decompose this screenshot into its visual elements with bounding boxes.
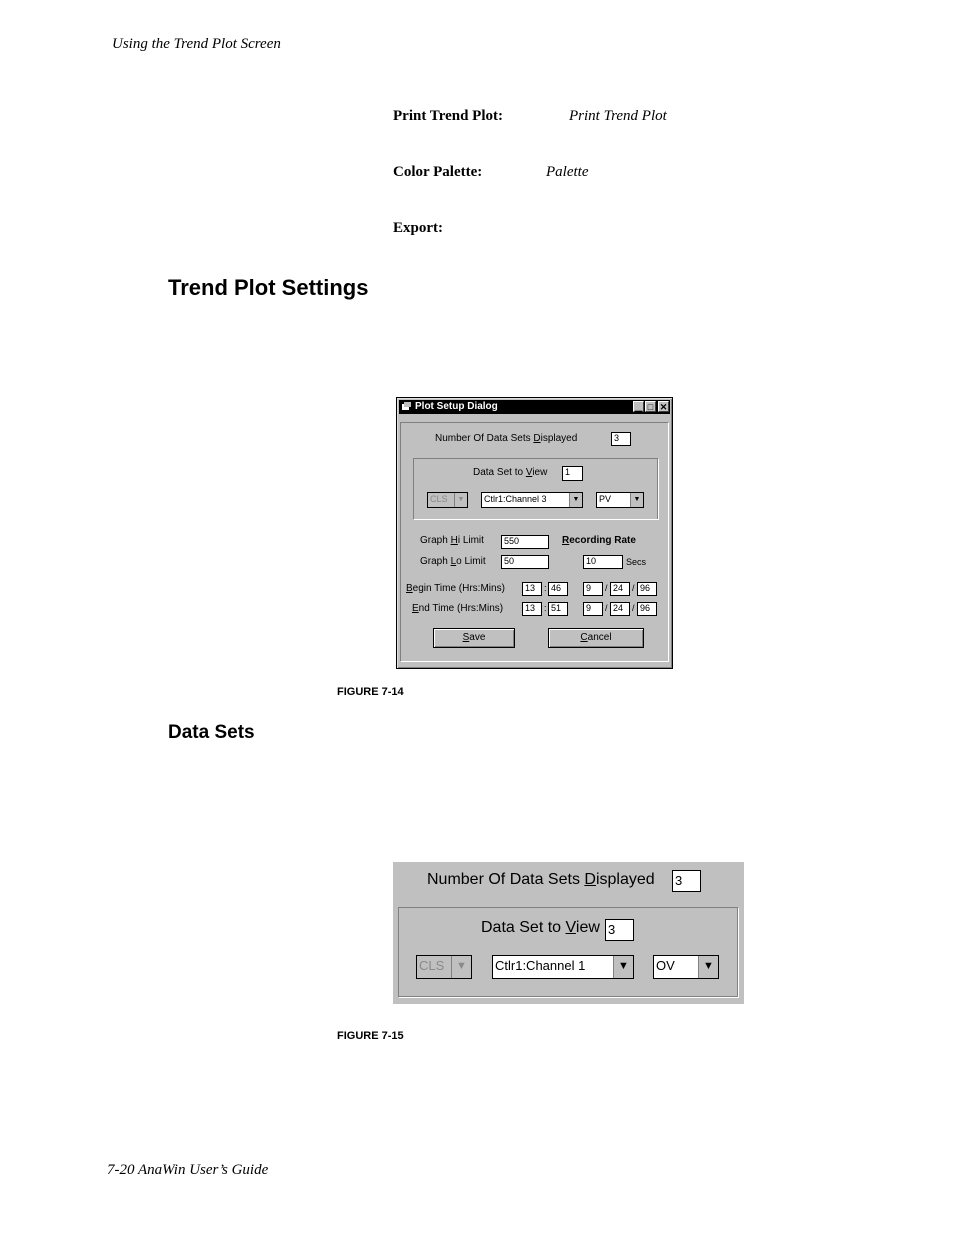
- term-color-palette-desc: Palette: [546, 164, 589, 180]
- figure-caption-7-14: FIGURE 7-14: [337, 686, 404, 698]
- save-button[interactable]: Save: [433, 628, 515, 648]
- close-button[interactable]: ✕: [659, 402, 668, 412]
- graph-hi-limit-label: Graph Hi Limit: [420, 535, 484, 546]
- cls-select: CLS ▼: [416, 955, 472, 979]
- begin-day-input[interactable]: 24: [610, 582, 630, 596]
- ov-select[interactable]: OV ▼: [653, 955, 719, 979]
- dialog-title: Plot Setup Dialog: [415, 401, 498, 412]
- end-day-input[interactable]: 24: [610, 602, 630, 616]
- begin-time-label: Begin Time (Hrs:Mins): [406, 583, 505, 594]
- date-separator: /: [632, 603, 635, 613]
- recording-rate-input[interactable]: 10: [583, 555, 623, 569]
- num-datasets-label: Number Of Data Sets Displayed: [427, 871, 655, 888]
- begin-minute-input[interactable]: 46: [548, 582, 568, 596]
- section-heading-data-sets: Data Sets: [168, 722, 255, 743]
- page-header: Using the Trend Plot Screen: [112, 36, 281, 52]
- dataset-view-label: Data Set to View: [481, 919, 600, 936]
- end-month-input[interactable]: 9: [583, 602, 603, 616]
- plot-setup-dialog: [396, 397, 673, 669]
- num-datasets-input[interactable]: 3: [672, 870, 701, 892]
- begin-year-input[interactable]: 96: [637, 582, 657, 596]
- end-year-input[interactable]: 96: [637, 602, 657, 616]
- minimize-button[interactable]: ▁: [633, 401, 644, 412]
- end-time-label: End Time (Hrs:Mins): [412, 603, 504, 614]
- section-heading-trend-plot-settings: Trend Plot Settings: [168, 275, 369, 300]
- figure-caption-7-15: FIGURE 7-15: [337, 1030, 404, 1042]
- num-datasets-label: Number Of Data Sets Displayed: [435, 433, 578, 444]
- chevron-down-icon: ▼: [630, 493, 643, 507]
- dataset-view-input[interactable]: 3: [605, 919, 634, 941]
- dialog-client-area: [400, 422, 669, 662]
- time-separator: :: [544, 603, 547, 613]
- end-hour-input[interactable]: 13: [522, 602, 542, 616]
- date-separator: /: [605, 583, 608, 593]
- dataset-view-label: Data Set to View: [473, 467, 548, 478]
- chevron-down-icon: ▼: [454, 493, 467, 507]
- data-sets-panel: [393, 862, 744, 1004]
- maximize-button[interactable]: □: [645, 401, 656, 412]
- pv-select[interactable]: PV ▼: [596, 492, 644, 508]
- channel-select[interactable]: Ctlr1:Channel 1 ▼: [492, 955, 634, 979]
- graph-lo-limit-input[interactable]: 50: [501, 555, 549, 569]
- chevron-down-icon: ▼: [613, 956, 633, 978]
- term-export: Export:: [393, 220, 443, 236]
- graph-hi-limit-input[interactable]: 550: [501, 535, 549, 549]
- recording-rate-label: Recording Rate: [562, 535, 636, 546]
- term-color-palette: Color Palette:: [393, 164, 483, 180]
- dataset-view-input[interactable]: 1: [562, 466, 583, 481]
- chevron-down-icon: ▼: [569, 493, 582, 507]
- dialog-titlebar[interactable]: [399, 400, 670, 414]
- begin-hour-input[interactable]: 13: [522, 582, 542, 596]
- time-separator: :: [544, 583, 547, 593]
- date-separator: /: [605, 603, 608, 613]
- term-print-trend-plot: Print Trend Plot:: [393, 108, 503, 124]
- app-icon: [402, 402, 411, 411]
- begin-month-input[interactable]: 9: [583, 582, 603, 596]
- rate-unit-label: Secs: [626, 557, 647, 567]
- page-footer: 7-20 AnaWin User’s Guide: [107, 1162, 269, 1178]
- channel-select[interactable]: Ctlr1:Channel 3 ▼: [481, 492, 583, 508]
- term-print-trend-plot-desc: Print Trend Plot: [569, 108, 667, 124]
- date-separator: /: [632, 583, 635, 593]
- cls-select: CLS ▼: [427, 492, 468, 508]
- cancel-button[interactable]: Cancel: [548, 628, 644, 648]
- chevron-down-icon: ▼: [698, 956, 718, 978]
- end-minute-input[interactable]: 51: [548, 602, 568, 616]
- graph-lo-limit-label: Graph Lo Limit: [420, 556, 486, 567]
- num-datasets-input[interactable]: 3: [611, 432, 631, 446]
- chevron-down-icon: ▼: [451, 956, 471, 978]
